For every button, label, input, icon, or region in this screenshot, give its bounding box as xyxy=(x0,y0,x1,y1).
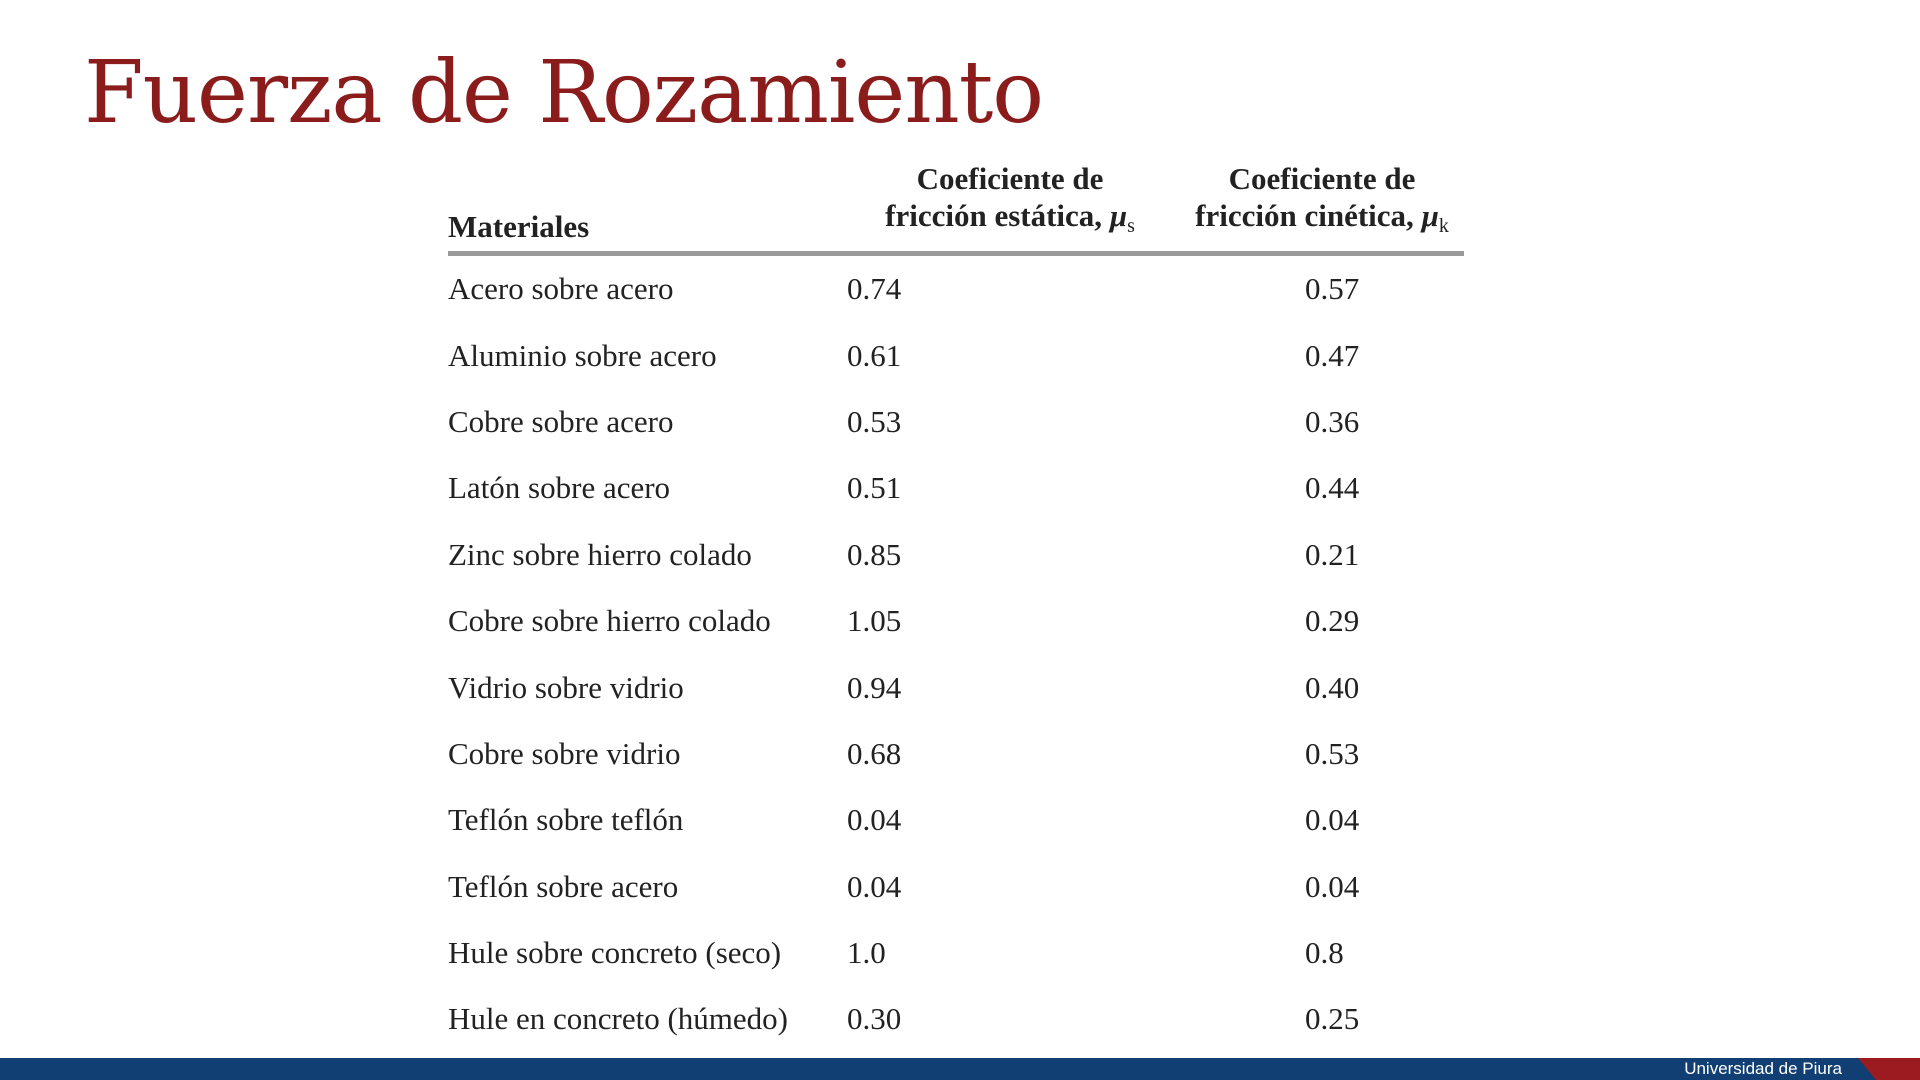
table-row xyxy=(448,522,1464,588)
footer-institution: Universidad de Piura xyxy=(1684,1059,1842,1078)
cell-material: Cobre sobre hierro colado xyxy=(448,603,771,639)
footer-bar xyxy=(0,1058,1920,1080)
table-row xyxy=(448,920,1464,986)
footer-accent-shape xyxy=(1858,1058,1920,1080)
cell-static-coefficient: 0.61 xyxy=(847,337,902,373)
cell-material: Zinc sobre hierro colado xyxy=(448,536,752,572)
header-kinetic-coefficient xyxy=(1180,160,1464,254)
cell-kinetic-coefficient: 0.44 xyxy=(1305,470,1360,506)
cell-kinetic-coefficient: 0.57 xyxy=(1305,271,1360,307)
cell-material: Latón sobre acero xyxy=(448,470,671,506)
cell-kinetic-coefficient: 0.40 xyxy=(1305,669,1360,705)
table-header-row xyxy=(448,160,1464,254)
cell-static-coefficient: 0.53 xyxy=(847,403,902,439)
cell-kinetic-coefficient: 0.04 xyxy=(1305,868,1360,904)
cell-static-coefficient: 0.30 xyxy=(847,1001,902,1037)
cell-static-coefficient: 0.94 xyxy=(847,669,902,705)
header-kinetic-line2 xyxy=(1180,197,1464,245)
cell-material: Vidrio sobre vidrio xyxy=(448,669,684,705)
header-static-text: fricción estática, xyxy=(885,198,1110,233)
mu-symbol: μ xyxy=(1109,198,1128,233)
cell-kinetic-coefficient: 0.25 xyxy=(1305,1001,1360,1037)
cell-static-coefficient: 0.68 xyxy=(847,735,902,771)
cell-material: Teflón sobre acero xyxy=(448,868,679,904)
table-body xyxy=(448,254,1464,1053)
header-static-coefficient xyxy=(840,160,1180,254)
cell-kinetic-coefficient: 0.04 xyxy=(1305,802,1360,838)
header-kinetic-line1: Coeficiente de xyxy=(1228,161,1416,196)
cell-static-coefficient: 0.74 xyxy=(847,271,902,307)
subscript-k: k xyxy=(1438,215,1449,237)
cell-static-coefficient: 0.04 xyxy=(847,868,902,904)
table-row xyxy=(448,986,1464,1052)
header-kinetic-text: fricción cinética, xyxy=(1195,198,1422,233)
cell-static-coefficient: 0.04 xyxy=(847,802,902,838)
cell-kinetic-coefficient: 0.53 xyxy=(1305,735,1360,771)
table-row xyxy=(448,455,1464,521)
cell-kinetic-coefficient: 0.8 xyxy=(1305,935,1344,971)
header-static-line1: Coeficiente de xyxy=(916,161,1104,196)
cell-material: Aluminio sobre acero xyxy=(448,337,717,373)
cell-material: Acero sobre acero xyxy=(448,271,674,307)
header-materials xyxy=(448,160,840,254)
cell-static-coefficient: 1.05 xyxy=(847,603,902,639)
header-static-line2 xyxy=(840,197,1180,245)
cell-material: Cobre sobre acero xyxy=(448,403,674,439)
cell-static-coefficient: 0.85 xyxy=(847,536,902,572)
cell-kinetic-coefficient: 0.21 xyxy=(1305,536,1360,572)
cell-kinetic-coefficient: 0.47 xyxy=(1305,337,1360,373)
cell-kinetic-coefficient: 0.29 xyxy=(1305,603,1360,639)
table-row xyxy=(448,322,1464,388)
page-title: Fuerza de Rozamiento xyxy=(84,43,1044,143)
table-row xyxy=(448,389,1464,455)
table-row xyxy=(448,854,1464,920)
cell-material: Hule en concreto (húmedo) xyxy=(448,1001,789,1037)
table-row xyxy=(448,254,1464,323)
subscript-s: s xyxy=(1127,215,1135,237)
cell-material: Cobre sobre vidrio xyxy=(448,735,681,771)
header-materials-label: Materiales xyxy=(448,209,590,244)
cell-material: Hule sobre concreto (seco) xyxy=(448,935,782,971)
table-row xyxy=(448,787,1464,853)
table-row xyxy=(448,654,1464,720)
table-row xyxy=(448,721,1464,787)
cell-material: Teflón sobre teflón xyxy=(448,802,684,838)
cell-static-coefficient: 0.51 xyxy=(847,470,902,506)
friction-coefficients-table xyxy=(448,160,1464,1053)
mu-symbol: μ xyxy=(1421,198,1439,233)
table-row xyxy=(448,588,1464,654)
cell-static-coefficient: 1.0 xyxy=(847,935,886,971)
cell-kinetic-coefficient: 0.36 xyxy=(1305,403,1360,439)
